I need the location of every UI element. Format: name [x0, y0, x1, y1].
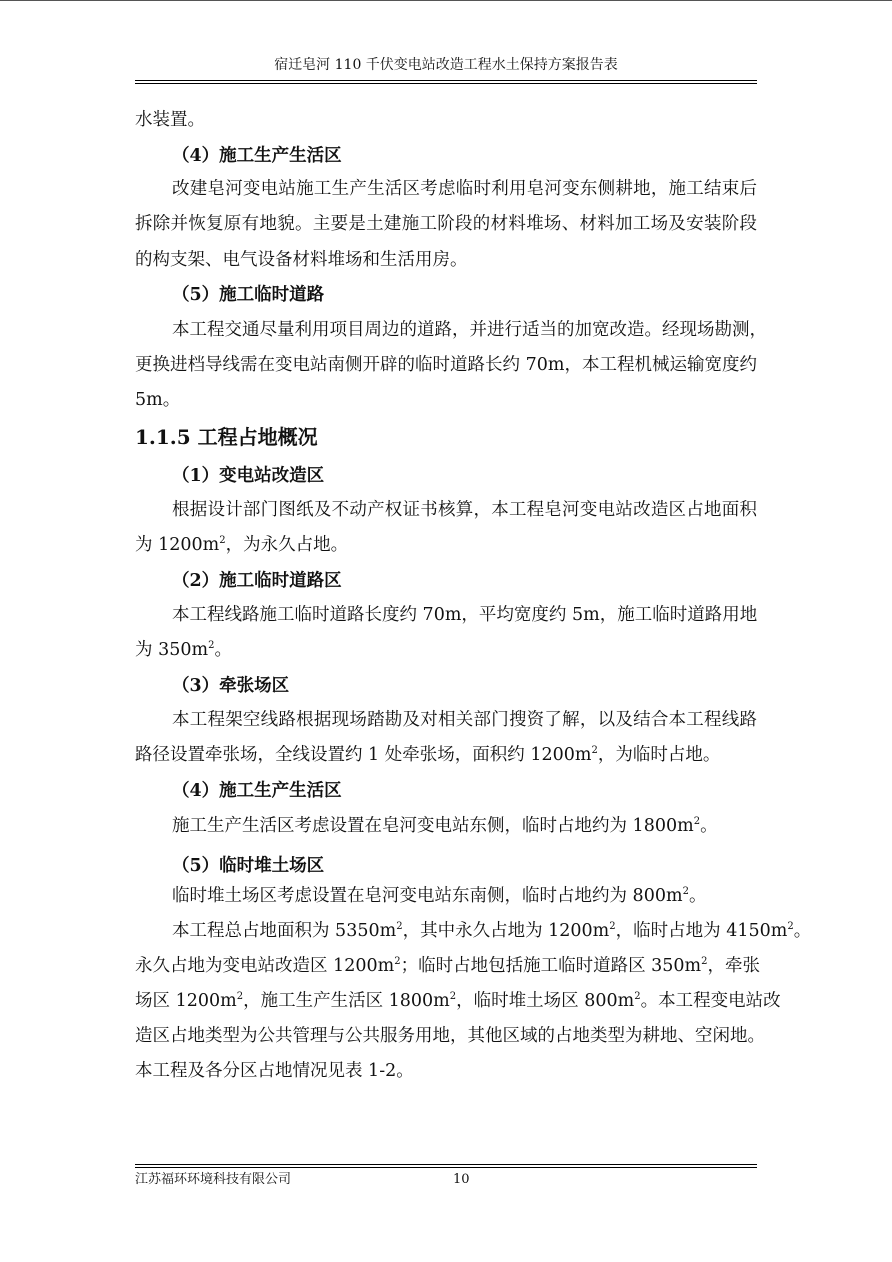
text-run: 本工程总占地面积为 5350m — [172, 921, 397, 941]
superscript-exponent: 2 — [787, 921, 794, 932]
text-run: ，其中永久占地为 1200m — [402, 921, 610, 941]
running-header-title: 宿迁皂河 110 千伏变电站改造工程水土保持方案报告表 — [274, 57, 618, 73]
text-run: 永久占地为变电站改造区 1200m — [135, 956, 395, 976]
paragraph-line — [135, 954, 761, 978]
paragraph-line: 本工程线路施工临时道路长度约 70m，平均宽度约 5m，施工临时道路用地 — [172, 605, 758, 625]
text-run: ；临时占地包括施工临时道路区 350m — [400, 956, 702, 976]
page-top-border — [0, 0, 892, 1]
paragraph-line: 改建皂河变电站施工生产生活区考虑临时利用皂河变东侧耕地，施工结束后 — [172, 179, 757, 199]
paragraph-line: 本工程交通尽量利用项目周边的道路，并进行适当的加宽改造。经现场勘测， — [172, 320, 767, 340]
text-run: 。 — [688, 886, 707, 906]
subheading-construction-living-area: （4）施工生产生活区 — [172, 781, 342, 801]
paragraph-line — [135, 533, 757, 557]
subheading-spoil-yard-area: （5）临时堆土场区 — [172, 856, 325, 876]
superscript-exponent: 2 — [701, 956, 708, 967]
superscript-exponent: 2 — [693, 816, 701, 827]
paragraph-line: 的构支架、电气设备材料堆场和生活用房。 — [135, 250, 468, 270]
text-run: 为 350m — [135, 640, 209, 660]
superscript-exponent: 2 — [219, 535, 226, 546]
text-run: 。 — [793, 921, 812, 941]
subheading-temporary-road-area: （2）施工临时道路区 — [172, 571, 342, 591]
text-run: 为 1200m — [135, 535, 220, 555]
subheading-tension-field-area: （3）牵张场区 — [172, 676, 290, 696]
superscript-exponent: 2 — [609, 921, 616, 932]
superscript-exponent: 2 — [591, 745, 598, 756]
paragraph-line — [172, 919, 812, 943]
paragraph-line: 更换进档导线需在变电站南侧开辟的临时道路长约 70m，本工程机械运输宽度约 — [135, 355, 757, 375]
text-run: 场区 1200m — [135, 991, 237, 1011]
footer-company-name: 江苏福环环境科技有限公司 — [135, 1172, 292, 1187]
header-rule — [135, 80, 757, 81]
text-run: ，牵张 — [707, 956, 761, 976]
text-run: 路径设置牵张场，全线设置约 1 处牵张场，面积约 1200m — [135, 745, 592, 765]
paragraph-line: 拆除并恢复原有地貌。主要是土建施工阶段的材料堆场、材料加工场及安装阶段 — [135, 214, 757, 234]
paragraph-line — [172, 884, 757, 908]
superscript-exponent: 2 — [634, 991, 641, 1002]
paragraph-line: 水装置。 — [135, 110, 205, 130]
paragraph-line — [172, 814, 757, 838]
text-run: 。 — [214, 640, 232, 660]
paragraph-line — [135, 638, 757, 662]
paragraph-line: 5m。 — [135, 390, 181, 410]
paragraph-line: 根据设计部门图纸及不动产权证书核算，本工程皂河变电站改造区占地面积 — [172, 500, 757, 520]
text-run: 。 — [700, 816, 718, 836]
footer-rule — [135, 1164, 757, 1165]
text-run: ，为永久占地。 — [225, 535, 349, 555]
superscript-exponent: 2 — [236, 991, 244, 1002]
superscript-exponent: 2 — [208, 640, 215, 651]
paragraph-line: 造区占地类型为公共管理与公共服务用地，其他区域的占地类型为耕地、空闲地。 — [135, 1026, 765, 1046]
subheading-temporary-road: （5）施工临时道路 — [172, 285, 325, 305]
text-run: ，临时堆土场区 800m — [456, 991, 635, 1011]
paragraph-line: 本工程架空线路根据现场踏勘及对相关部门搜资了解，以及结合本工程线路 — [172, 710, 757, 730]
footer-rule — [135, 1167, 757, 1168]
text-run: ，施工生产生活区 1800m — [243, 991, 450, 1011]
text-run: ，临时占地为 4150m — [615, 921, 788, 941]
superscript-exponent: 2 — [682, 886, 689, 897]
text-run: 施工生产生活区考虑设置在皂河变电站东侧，临时占地约为 1800m — [172, 816, 694, 836]
subheading-construction-living-area: （4）施工生产生活区 — [172, 146, 342, 166]
superscript-exponent: 2 — [396, 921, 403, 932]
section-heading: 1.1.5 工程占地概况 — [135, 425, 318, 449]
superscript-exponent: 2 — [449, 991, 457, 1002]
superscript-exponent: 2 — [394, 956, 401, 967]
text-run: ，为临时占地。 — [597, 745, 721, 765]
page-number: 10 — [453, 1172, 470, 1187]
text-run: 临时堆土场区考虑设置在皂河变电站东南侧，临时占地约为 800m — [172, 886, 683, 906]
paragraph-line: 本工程及各分区占地情况见表 1-2。 — [135, 1061, 414, 1081]
paragraph-line — [135, 989, 781, 1013]
header-rule — [135, 83, 757, 84]
subheading-substation-area: （1）变电站改造区 — [172, 466, 325, 486]
text-run: 。本工程变电站改 — [640, 991, 781, 1011]
paragraph-line — [135, 743, 757, 767]
